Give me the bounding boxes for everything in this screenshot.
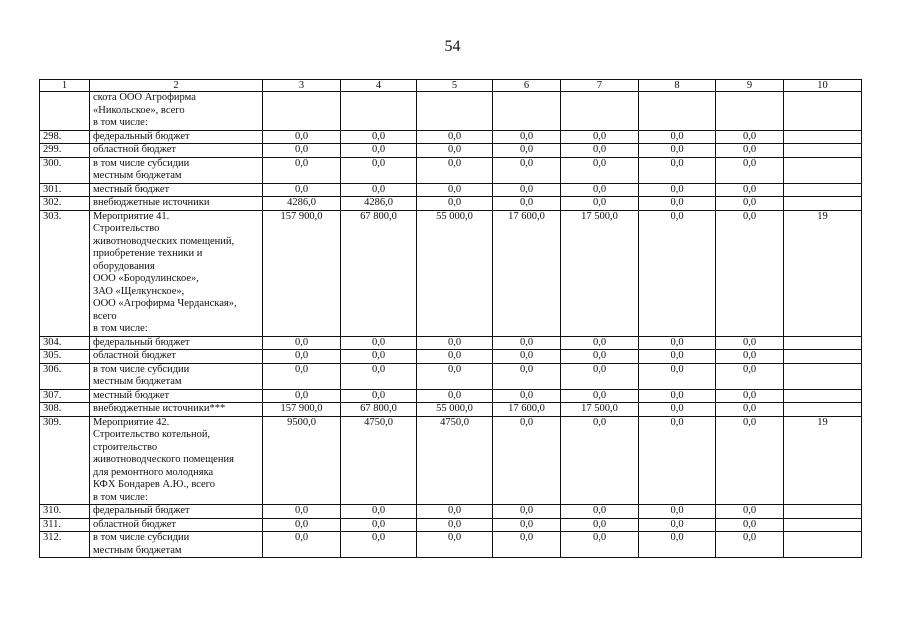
value-cell: 55 000,0 [417,210,493,336]
value-cell: 0,0 [263,144,341,158]
value-cell: 157 900,0 [263,210,341,336]
value-cell: 4750,0 [341,416,417,505]
row-name: областной бюджет [90,518,263,532]
value-cell: 0,0 [417,336,493,350]
value-cell: 0,0 [639,505,716,519]
value-cell: 0,0 [341,157,417,183]
value-cell: 0,0 [561,197,639,211]
table-row [40,144,862,158]
col10-cell [784,197,862,211]
table-row [40,416,862,505]
value-cell: 0,0 [417,350,493,364]
value-cell: 0,0 [716,183,784,197]
column-header: 1 [40,80,90,92]
value-cell: 0,0 [341,144,417,158]
value-cell: 0,0 [639,518,716,532]
value-cell: 0,0 [493,416,561,505]
value-cell: 0,0 [716,363,784,389]
value-cell: 0,0 [263,505,341,519]
col10-cell [784,157,862,183]
col10-cell [784,130,862,144]
value-cell: 0,0 [263,336,341,350]
value-cell: 17 500,0 [561,210,639,336]
value-cell: 0,0 [716,403,784,417]
row-name: областной бюджет [90,350,263,364]
value-cell: 0,0 [716,350,784,364]
col10-cell: 19 [784,416,862,505]
value-cell: 4286,0 [263,197,341,211]
value-cell: 0,0 [561,518,639,532]
value-cell: 0,0 [561,505,639,519]
row-number: 307. [40,389,90,403]
value-cell: 0,0 [493,350,561,364]
row-number: 302. [40,197,90,211]
table-row [40,92,862,131]
col10-cell [784,92,862,131]
value-cell: 0,0 [561,130,639,144]
value-cell: 0,0 [716,130,784,144]
column-header: 3 [263,80,341,92]
table-row [40,130,862,144]
value-cell: 55 000,0 [417,403,493,417]
table-row [40,403,862,417]
table-row [40,363,862,389]
value-cell: 4286,0 [341,197,417,211]
value-cell: 0,0 [417,157,493,183]
value-cell: 17 500,0 [561,403,639,417]
table-row [40,197,862,211]
row-number: 309. [40,416,90,505]
value-cell: 0,0 [263,157,341,183]
row-name: Мероприятие 42. Строительство котельной, строительство животноводческого помещения для ремонтного молодняка КФХ Бондарев А.Ю., всего в том числе: [90,416,263,505]
page-number: 54 [444,38,461,55]
value-cell: 67 800,0 [341,403,417,417]
value-cell: 0,0 [561,532,639,558]
row-number: 303. [40,210,90,336]
value-cell: 0,0 [493,144,561,158]
value-cell: 0,0 [716,197,784,211]
column-header: 5 [417,80,493,92]
value-cell: 0,0 [263,183,341,197]
value-cell: 0,0 [639,389,716,403]
value-cell: 0,0 [561,363,639,389]
value-cell: 0,0 [417,505,493,519]
col10-cell [784,183,862,197]
value-cell: 4750,0 [417,416,493,505]
value-cell [493,92,561,131]
value-cell: 0,0 [417,389,493,403]
value-cell: 0,0 [493,505,561,519]
row-name: федеральный бюджет [90,336,263,350]
column-header: 7 [561,80,639,92]
col10-cell [784,505,862,519]
row-number [40,92,90,131]
value-cell: 0,0 [561,157,639,183]
value-cell: 0,0 [341,389,417,403]
table-row [40,518,862,532]
value-cell: 0,0 [639,363,716,389]
value-cell: 0,0 [716,336,784,350]
col10-cell [784,518,862,532]
value-cell: 0,0 [263,389,341,403]
value-cell: 0,0 [716,210,784,336]
value-cell: 0,0 [417,518,493,532]
value-cell: 17 600,0 [493,210,561,336]
row-name: скота ООО Агрофирма «Никольское», всего в том числе: [90,92,263,131]
column-number-row [40,80,862,92]
row-number: 304. [40,336,90,350]
row-number: 308. [40,403,90,417]
value-cell: 0,0 [493,363,561,389]
row-name: внебюджетные источники [90,197,263,211]
row-number: 311. [40,518,90,532]
row-name: внебюджетные источники*** [90,403,263,417]
value-cell [341,92,417,131]
value-cell: 0,0 [341,363,417,389]
column-header: 10 [784,80,862,92]
value-cell: 0,0 [263,532,341,558]
row-number: 305. [40,350,90,364]
value-cell: 0,0 [561,144,639,158]
column-header: 2 [90,80,263,92]
value-cell: 0,0 [639,197,716,211]
value-cell: 0,0 [417,130,493,144]
value-cell: 0,0 [639,210,716,336]
value-cell: 0,0 [639,403,716,417]
value-cell: 0,0 [561,389,639,403]
value-cell: 0,0 [639,144,716,158]
row-number: 312. [40,532,90,558]
value-cell: 0,0 [341,336,417,350]
row-number: 306. [40,363,90,389]
value-cell: 0,0 [263,130,341,144]
value-cell: 0,0 [639,183,716,197]
table-row [40,505,862,519]
value-cell: 0,0 [341,130,417,144]
value-cell: 17 600,0 [493,403,561,417]
value-cell: 0,0 [639,130,716,144]
value-cell [639,92,716,131]
value-cell [561,92,639,131]
col10-cell: 19 [784,210,862,336]
value-cell: 0,0 [493,183,561,197]
col10-cell [784,389,862,403]
column-header: 8 [639,80,716,92]
row-number: 301. [40,183,90,197]
table-row [40,157,862,183]
value-cell: 0,0 [716,532,784,558]
table-row [40,336,862,350]
value-cell: 0,0 [493,389,561,403]
table-row [40,183,862,197]
value-cell: 0,0 [341,183,417,197]
value-cell: 0,0 [639,416,716,505]
value-cell: 67 800,0 [341,210,417,336]
col10-cell [784,532,862,558]
row-name: областной бюджет [90,144,263,158]
value-cell: 0,0 [716,518,784,532]
row-name: в том числе субсидии местным бюджетам [90,532,263,558]
value-cell: 0,0 [493,197,561,211]
value-cell: 0,0 [561,336,639,350]
column-header: 4 [341,80,417,92]
col10-cell [784,363,862,389]
value-cell: 0,0 [263,350,341,364]
value-cell: 0,0 [493,157,561,183]
value-cell: 0,0 [341,350,417,364]
value-cell: 0,0 [417,197,493,211]
value-cell: 0,0 [639,350,716,364]
value-cell: 0,0 [341,532,417,558]
row-number: 310. [40,505,90,519]
value-cell: 0,0 [417,144,493,158]
value-cell [417,92,493,131]
value-cell: 0,0 [493,130,561,144]
row-name: в том числе субсидии местным бюджетам [90,363,263,389]
value-cell: 0,0 [716,416,784,505]
row-number: 298. [40,130,90,144]
row-name: федеральный бюджет [90,505,263,519]
value-cell: 0,0 [493,518,561,532]
table-body [40,80,862,558]
col10-cell [784,336,862,350]
value-cell: 157 900,0 [263,403,341,417]
value-cell [263,92,341,131]
table-row [40,210,862,336]
value-cell: 0,0 [716,157,784,183]
budget-table [39,79,862,558]
value-cell: 0,0 [417,532,493,558]
row-name: местный бюджет [90,183,263,197]
value-cell: 0,0 [639,532,716,558]
row-number: 300. [40,157,90,183]
column-header: 9 [716,80,784,92]
value-cell [716,92,784,131]
col10-cell [784,144,862,158]
value-cell: 0,0 [639,336,716,350]
table-row [40,389,862,403]
value-cell: 0,0 [561,416,639,505]
value-cell: 0,0 [561,183,639,197]
value-cell: 0,0 [716,144,784,158]
table-row [40,532,862,558]
value-cell: 0,0 [493,532,561,558]
row-name: Мероприятие 41. Строительство животноводческих помещений, приобретение техники и оборудования ООО «Бородулинское», ЗАО «Щелкунское», ООО «Агрофирма Черданская», всего в том числе: [90,210,263,336]
value-cell: 0,0 [716,389,784,403]
row-name: местный бюджет [90,389,263,403]
value-cell: 0,0 [493,336,561,350]
value-cell: 0,0 [417,363,493,389]
row-name: федеральный бюджет [90,130,263,144]
col10-cell [784,350,862,364]
value-cell: 0,0 [263,363,341,389]
row-number: 299. [40,144,90,158]
value-cell: 0,0 [417,183,493,197]
value-cell: 0,0 [341,505,417,519]
value-cell: 0,0 [561,350,639,364]
value-cell: 9500,0 [263,416,341,505]
table-row [40,350,862,364]
col10-cell [784,403,862,417]
value-cell: 0,0 [263,518,341,532]
value-cell: 0,0 [341,518,417,532]
value-cell: 0,0 [639,157,716,183]
row-name: в том числе субсидии местным бюджетам [90,157,263,183]
column-header: 6 [493,80,561,92]
value-cell: 0,0 [716,505,784,519]
